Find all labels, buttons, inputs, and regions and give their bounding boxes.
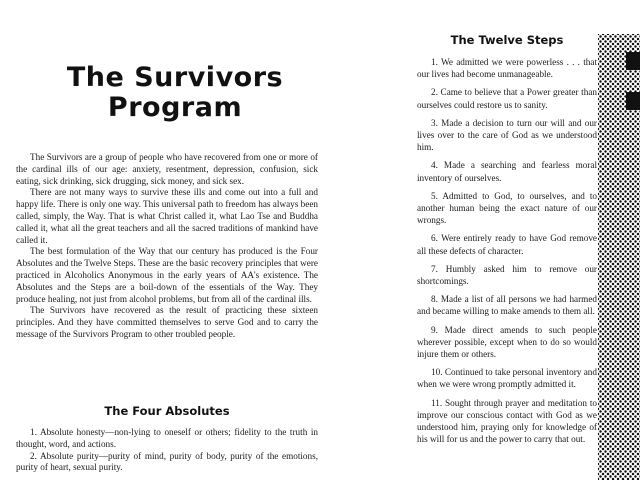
intro-paragraph: There are not many ways to survive these ills and come out into a full and happy life. There is only one way. This universal path to freedom has always been called, simply, the Way. That is what Christ called it, what Lao Tse and Buddha called it, what all the great teachers and all the sacred traditions of mankind have called it. — [16, 187, 318, 245]
intro-text — [16, 152, 318, 341]
page-title-line-1: The Survivors — [66, 62, 284, 93]
step-item: 10. Continued to take personal inventory and when we were wrong promptly admitted it. — [417, 367, 597, 390]
intro-paragraph: The best formulation of the Way that our century has produced is the Four Absolutes and the Twelve Steps. These are the basic recovery principles that were practiced in Alcoholics Anonymous in the early years of AA's existence. The Absolutes and the Steps are a boil-down of the essentials of the Way. They produce healing, not just from alcohol problems, but from all of the cardinal ills. — [16, 246, 318, 304]
four-absolutes-heading: The Four Absolutes — [104, 404, 230, 418]
page-title-line-2: Program — [107, 92, 243, 123]
step-item: 1. We admitted we were powerless . . . that our lives had become unmanageable. — [417, 57, 597, 80]
absolute-item: 2. Absolute purity—purity of mind, purity of body, purity of the emotions, purity of heart, sexual purity. — [16, 450, 318, 473]
step-item: 9. Made direct amends to such people wherever possible, except when to do so would injure them or others. — [417, 324, 597, 360]
absolute-item: 1. Absolute honesty—non-lying to oneself or others; fidelity to the truth in thought, word, and actions. — [16, 427, 318, 449]
step-item: 5. Admitted to God, to ourselves, and to another human being the exact nature of our wrongs. — [417, 190, 597, 226]
absolutes-list — [16, 427, 318, 474]
step-item: 11. Sought through prayer and meditation to improve our conscious contact with God as we understood him, praying only for knowledge of his will for us and the power to carry that out. — [417, 397, 597, 445]
twelve-steps-heading: The Twelve Steps — [450, 33, 564, 47]
decorative-glyph — [626, 92, 640, 110]
step-item: 6. Were entirely ready to have God remove all these defects of character. — [417, 233, 597, 256]
twelve-steps-list — [417, 56, 597, 451]
intro-paragraph: The Survivors are a group of people who have recovered from one or more of the cardinal ills of our age: anxiety, resentment, depression, confusion, sick eating, sick drinking, sick drugging, sick money, and sick sex. — [16, 152, 318, 186]
step-item: 8. Made a list of all persons we had harmed and became willing to make amends to them all. — [417, 294, 597, 317]
step-item: 7. Humbly asked him to remove our shortcomings. — [417, 263, 597, 287]
step-item: 4. Made a searching and fearless moral inventory of ourselves. — [417, 160, 597, 183]
intro-paragraph: The Survivors have recovered as the result of practicing these sixteen principles. And they have committed themselves to serve God and to carry the message of the Survivors Program to other troubled people. — [16, 305, 318, 339]
decorative-glyph — [626, 52, 640, 70]
step-item: 2. Came to believe that a Power greater than ourselves could restore us to sanity. — [417, 87, 597, 110]
step-item: 3. Made a decision to turn our will and our lives over to the care of God as we understood him. — [417, 117, 597, 153]
right-page — [405, 0, 600, 480]
